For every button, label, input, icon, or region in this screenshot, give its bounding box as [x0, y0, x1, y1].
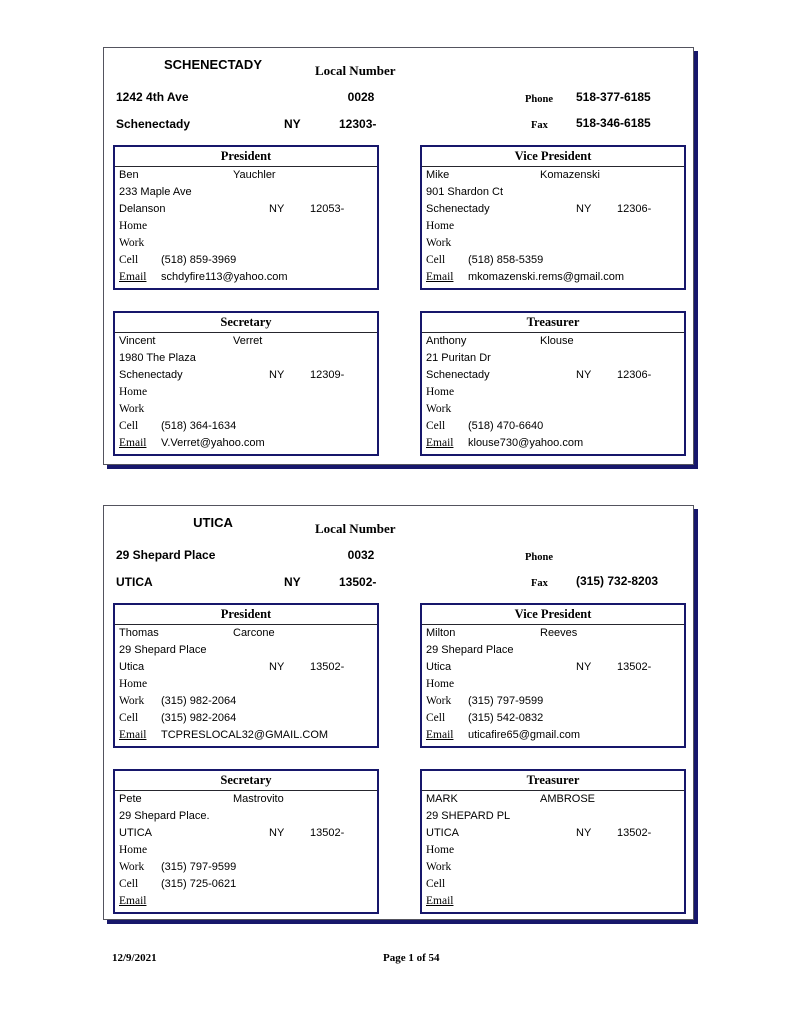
officer-title: Secretary: [115, 771, 377, 791]
fax-label: Fax: [531, 120, 548, 131]
officer-title: Treasurer: [422, 771, 684, 791]
officer-city: Schenectady: [426, 203, 490, 215]
officer-zip: 13502-: [310, 827, 345, 839]
phone-value: 518-377-6185: [576, 90, 651, 104]
cell-value: (518) 858-5359: [468, 254, 544, 266]
cell-label: Cell: [426, 712, 446, 724]
officer-city: Delanson: [119, 203, 166, 215]
officer-state: NY: [576, 369, 592, 381]
officer-address: 29 Shepard Place.: [119, 810, 210, 822]
officer-box-vice-president: [420, 603, 686, 748]
work-value: (315) 797-9599: [468, 695, 544, 707]
cell-label: Cell: [119, 878, 139, 890]
officer-box-secretary: [113, 769, 379, 914]
officer-address: 29 Shepard Place: [426, 644, 514, 656]
email-value: schdyfire113@yahoo.com: [161, 271, 288, 283]
officer-first-name: Mike: [426, 169, 450, 181]
local-address: 1242 4th Ave: [116, 90, 189, 104]
email-label: Email: [119, 895, 147, 907]
email-value: V.Verret@yahoo.com: [161, 437, 265, 449]
footer-date: 12/9/2021: [112, 952, 157, 964]
home-label: Home: [426, 386, 455, 398]
officer-title: President: [115, 147, 377, 167]
home-label: Home: [119, 220, 148, 232]
phone-label: Phone: [525, 552, 554, 563]
officer-state: NY: [269, 661, 285, 673]
officer-box-president: [113, 603, 379, 748]
email-label: Email: [426, 895, 454, 907]
officer-state: NY: [269, 827, 285, 839]
email-label: Email: [119, 271, 147, 283]
home-label: Home: [119, 386, 148, 398]
officer-last-name: Mastrovito: [233, 793, 284, 805]
work-value: (315) 982-2064: [161, 695, 237, 707]
local-number-value: 0032: [347, 548, 375, 562]
officer-address: 1980 The Plaza: [119, 352, 196, 364]
home-label: Home: [119, 844, 148, 856]
officer-first-name: Anthony: [426, 335, 467, 347]
email-label: Email: [119, 437, 147, 449]
local-card-utica: [103, 505, 694, 920]
email-label: Email: [426, 437, 454, 449]
email-value: klouse730@yahoo.com: [468, 437, 584, 449]
email-value: mkomazenski.rems@gmail.com: [468, 271, 625, 283]
home-label: Home: [426, 678, 455, 690]
cell-value: (315) 725-0621: [161, 878, 237, 890]
officer-last-name: Reeves: [540, 627, 578, 639]
officer-zip: 12306-: [617, 203, 652, 215]
work-value: (315) 797-9599: [161, 861, 237, 873]
cell-label: Cell: [426, 420, 446, 432]
officer-address: 233 Maple Ave: [119, 186, 192, 198]
officer-first-name: MARK: [426, 793, 458, 805]
local-number-label: Local Number: [315, 63, 396, 78]
cell-label: Cell: [119, 254, 139, 266]
cell-value: (518) 470-6640: [468, 420, 544, 432]
officer-zip: 13502-: [310, 661, 345, 673]
officer-zip: 12306-: [617, 369, 652, 381]
email-label: Email: [119, 729, 147, 741]
officer-zip: 13502-: [617, 827, 652, 839]
local-city: Schenectady: [116, 117, 191, 131]
work-label: Work: [426, 695, 452, 707]
officer-city: Utica: [426, 661, 452, 673]
phone-label: Phone: [525, 94, 554, 105]
work-label: Work: [426, 403, 452, 415]
email-value: TCPRESLOCAL32@GMAIL.COM: [161, 729, 329, 741]
officer-first-name: Thomas: [119, 627, 159, 639]
local-state: NY: [284, 575, 301, 589]
work-label: Work: [119, 403, 145, 415]
local-zip: 13502-: [339, 575, 377, 589]
officer-state: NY: [269, 369, 285, 381]
work-label: Work: [426, 861, 452, 873]
officer-last-name: Carcone: [233, 627, 275, 639]
officer-first-name: Vincent: [119, 335, 156, 347]
email-label: Email: [426, 729, 454, 741]
fax-value: (315) 732-8203: [576, 574, 659, 588]
officer-last-name: Verret: [233, 335, 263, 347]
work-label: Work: [119, 695, 145, 707]
officer-title: Treasurer: [422, 313, 684, 333]
officer-state: NY: [576, 661, 592, 673]
cell-value: (518) 364-1634: [161, 420, 237, 432]
work-label: Work: [119, 861, 145, 873]
officer-state: NY: [269, 203, 285, 215]
email-value: uticafire65@gmail.com: [468, 729, 581, 741]
local-number-value: 0028: [347, 90, 375, 104]
local-address: 29 Shepard Place: [116, 548, 216, 562]
officer-first-name: Milton: [426, 627, 456, 639]
officer-address: 29 SHEPARD PL: [426, 810, 511, 822]
officer-address: 901 Shardon Ct: [426, 186, 504, 198]
officer-title: Secretary: [115, 313, 377, 333]
officer-zip: 12309-: [310, 369, 345, 381]
officer-city: Schenectady: [119, 369, 183, 381]
home-label: Home: [426, 844, 455, 856]
home-label: Home: [426, 220, 455, 232]
officer-last-name: AMBROSE: [540, 793, 596, 805]
work-label: Work: [426, 237, 452, 249]
officer-title: Vice President: [422, 147, 684, 167]
cell-label: Cell: [119, 420, 139, 432]
officer-box-vice-president: [420, 145, 686, 290]
officer-zip: 12053-: [310, 203, 345, 215]
home-label: Home: [119, 678, 148, 690]
local-name: UTICA: [193, 515, 233, 530]
officer-last-name: Komazenski: [540, 169, 600, 181]
officer-box-treasurer: [420, 311, 686, 456]
officer-box-treasurer: [420, 769, 686, 914]
cell-label: Cell: [426, 254, 446, 266]
cell-value: (315) 542-0832: [468, 712, 544, 724]
footer-page-number: Page 1 of 54: [383, 952, 440, 964]
local-number-label: Local Number: [315, 521, 396, 536]
officer-first-name: Ben: [119, 169, 139, 181]
local-city: UTICA: [116, 575, 153, 589]
officer-last-name: Klouse: [540, 335, 574, 347]
officer-state: NY: [576, 827, 592, 839]
local-name: SCHENECTADY: [164, 57, 262, 72]
cell-value: (518) 859-3969: [161, 254, 237, 266]
local-zip: 12303-: [339, 117, 377, 131]
officer-first-name: Pete: [119, 793, 142, 805]
local-state: NY: [284, 117, 301, 131]
officer-city: UTICA: [426, 827, 459, 839]
email-label: Email: [426, 271, 454, 283]
officer-box-president: [113, 145, 379, 290]
fax-label: Fax: [531, 578, 548, 589]
officer-zip: 13502-: [617, 661, 652, 673]
officer-city: Utica: [119, 661, 145, 673]
cell-label: Cell: [426, 878, 446, 890]
officer-box-secretary: [113, 311, 379, 456]
officer-address: 21 Puritan Dr: [426, 352, 491, 364]
work-label: Work: [119, 237, 145, 249]
officer-city: UTICA: [119, 827, 152, 839]
officer-state: NY: [576, 203, 592, 215]
officer-address: 29 Shepard Place: [119, 644, 207, 656]
officer-city: Schenectady: [426, 369, 490, 381]
officer-title: Vice President: [422, 605, 684, 625]
cell-label: Cell: [119, 712, 139, 724]
officer-last-name: Yauchler: [233, 169, 276, 181]
officer-title: President: [115, 605, 377, 625]
cell-value: (315) 982-2064: [161, 712, 237, 724]
fax-value: 518-346-6185: [576, 116, 651, 130]
local-card-schenectady: [103, 47, 694, 465]
